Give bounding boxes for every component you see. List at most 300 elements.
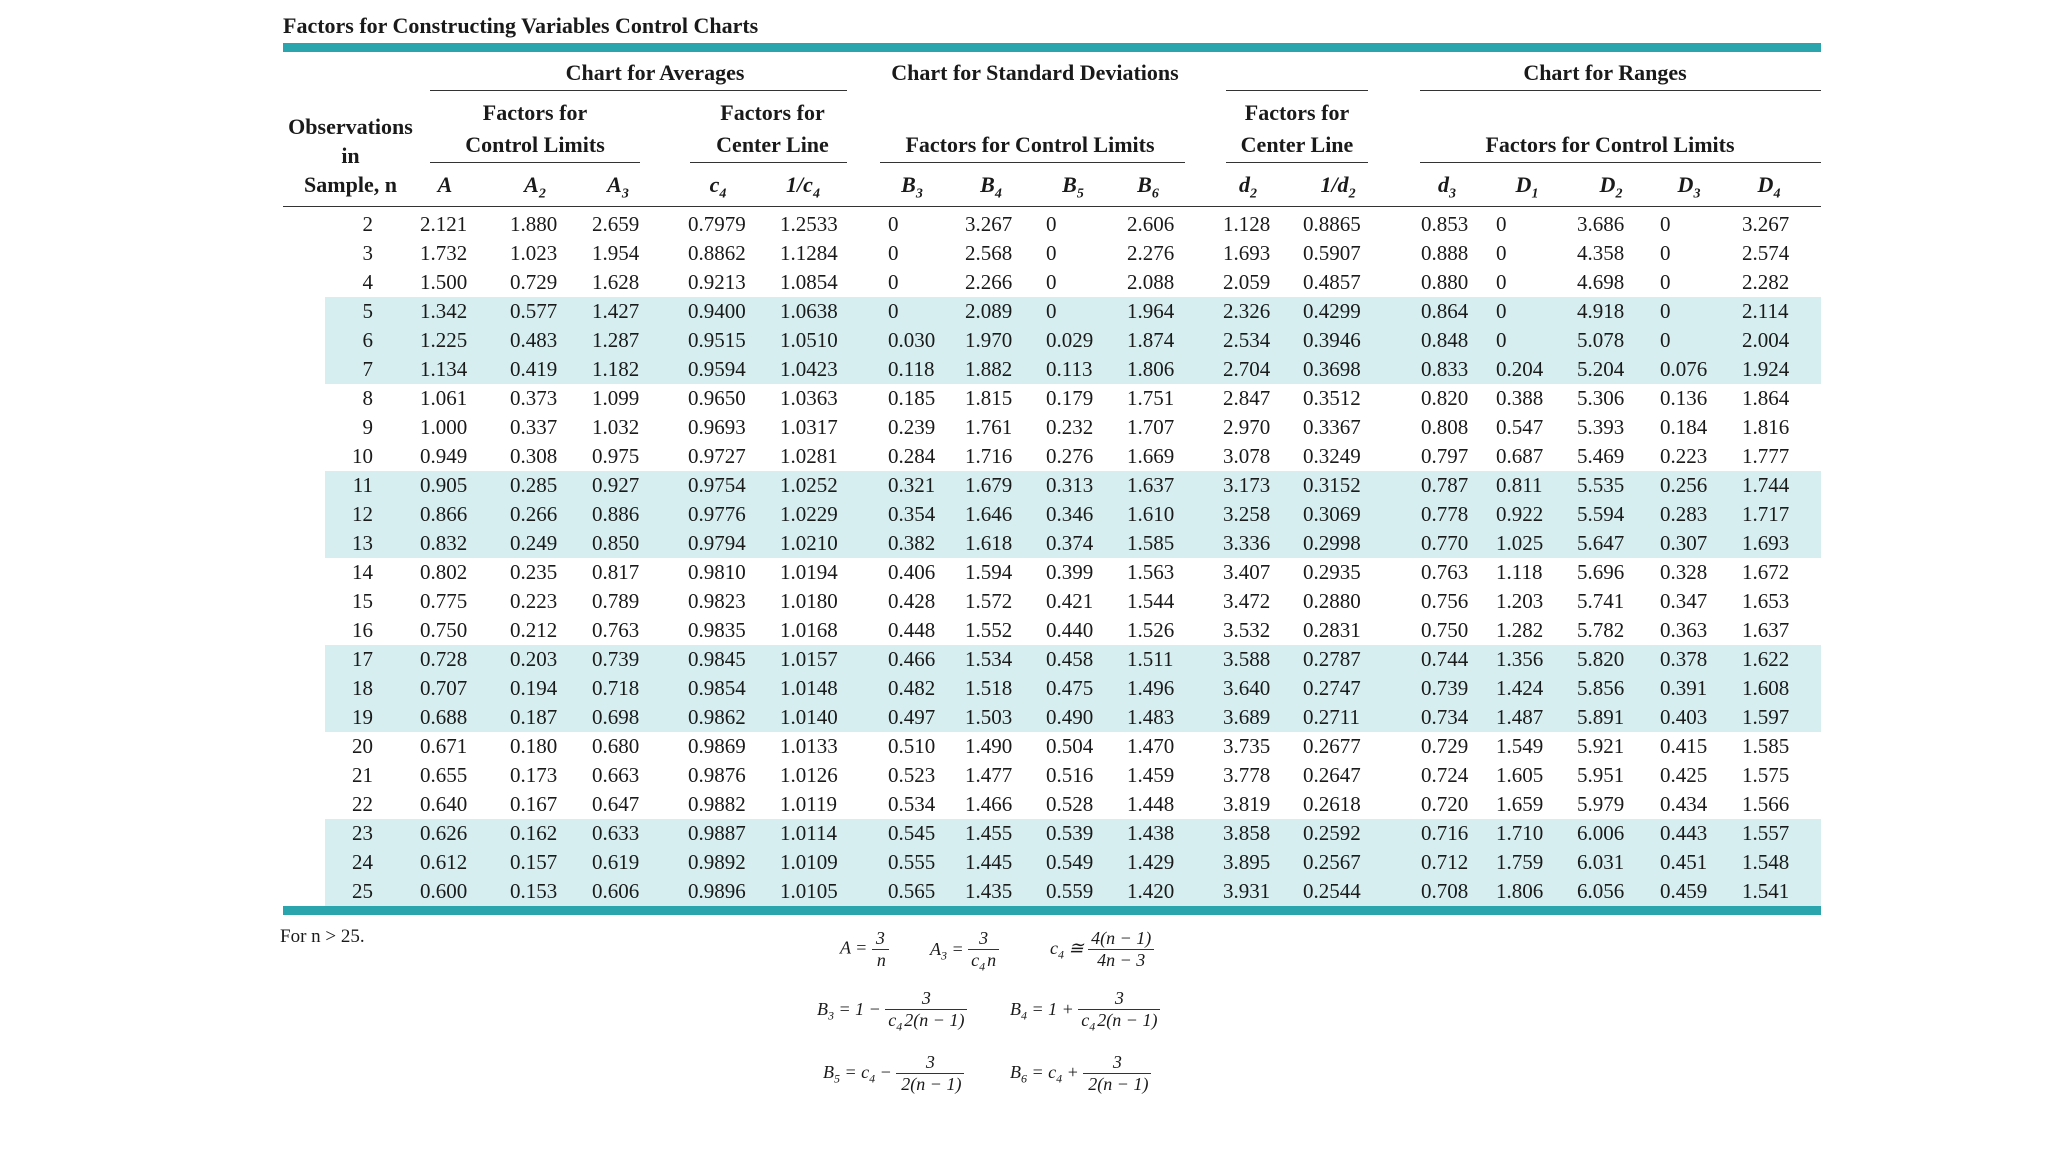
factor-cell: 0.802 xyxy=(420,560,468,584)
factor-cell: 1.575 xyxy=(1742,763,1790,787)
factor-cell: 3.588 xyxy=(1223,647,1271,671)
factor-cell: 0.789 xyxy=(592,589,640,613)
factor-cell: 0.866 xyxy=(420,502,468,526)
factor-cell: 0.886 xyxy=(592,502,640,526)
factor-cell: 5.393 xyxy=(1577,415,1625,439)
factor-cell: 3.689 xyxy=(1223,705,1271,729)
factor-cell: 0.266 xyxy=(510,502,558,526)
factor-cell: 3.267 xyxy=(965,212,1013,236)
factor-cell: 0.688 xyxy=(420,705,468,729)
factor-cell: 0.9727 xyxy=(688,444,746,468)
sample-size-cell: 14 xyxy=(352,560,373,584)
factor-cell: 0.545 xyxy=(888,821,936,845)
factor-cell: 1.628 xyxy=(592,270,640,294)
factor-cell: 0.373 xyxy=(510,386,558,410)
averages-center-factors-for: Factors for xyxy=(720,100,825,125)
factor-cell: 3.778 xyxy=(1223,763,1271,787)
factor-cell: 1.356 xyxy=(1496,647,1544,671)
factor-cell: 0 xyxy=(1496,270,1507,294)
factor-cell: 1.455 xyxy=(965,821,1013,845)
factor-cell: 1.429 xyxy=(1127,850,1175,874)
factor-cell: 1.544 xyxy=(1127,589,1175,613)
factor-cell: 1.669 xyxy=(1127,444,1175,468)
factor-cell: 3.336 xyxy=(1223,531,1271,555)
factor-cell: 0.2567 xyxy=(1303,850,1361,874)
factor-cell: 0.655 xyxy=(420,763,468,787)
column-symbol: A xyxy=(437,172,453,197)
factor-cell: 1.282 xyxy=(1496,618,1544,642)
factor-cell: 1.864 xyxy=(1742,386,1790,410)
factor-cell: 0.347 xyxy=(1660,589,1708,613)
factor-cell: 0.647 xyxy=(592,792,640,816)
factor-cell: 1.0229 xyxy=(780,502,838,526)
factor-cell: 0.9693 xyxy=(688,415,746,439)
factor-cell: 1.0281 xyxy=(780,444,838,468)
formula-B5: $B_5 = c_4$ − $\frac{3}{2(n - 1)}$ xyxy=(823,1052,964,1095)
factor-cell: 0.118 xyxy=(888,357,935,381)
formula-A: A = $\frac{3}{n}$ xyxy=(840,928,889,971)
factor-cell: 0.510 xyxy=(888,734,936,758)
factor-cell: 0.775 xyxy=(420,589,468,613)
factor-cell: 3.407 xyxy=(1223,560,1271,584)
factor-cell: 1.025 xyxy=(1496,531,1544,555)
factor-cell: 1.000 xyxy=(420,415,468,439)
factor-cell: 0.4299 xyxy=(1303,299,1361,323)
factor-cell: 0.716 xyxy=(1421,821,1469,845)
std-devs-group-header: Chart for Standard Deviations xyxy=(891,60,1179,85)
factor-cell: 1.882 xyxy=(965,357,1013,381)
factor-cell: 0 xyxy=(1496,212,1507,236)
sample-size-cell: 20 xyxy=(352,734,373,758)
factor-cell: 0.162 xyxy=(510,821,558,845)
factor-cell: 0.328 xyxy=(1660,560,1708,584)
factor-cell: 0.3946 xyxy=(1303,328,1361,352)
factor-cell: 4.358 xyxy=(1577,241,1625,265)
column-symbol: $A_3$ xyxy=(607,172,629,202)
factor-cell: 1.777 xyxy=(1742,444,1790,468)
factor-cell: 0 xyxy=(1496,328,1507,352)
factor-cell: 1.622 xyxy=(1742,647,1790,671)
factor-cell: 0.778 xyxy=(1421,502,1469,526)
factor-cell: 1.511 xyxy=(1127,647,1174,671)
factor-cell: 0.720 xyxy=(1421,792,1469,816)
sample-size-cell: 18 xyxy=(352,676,373,700)
table-row xyxy=(0,384,2048,413)
factor-cell: 0 xyxy=(1660,270,1671,294)
factor-cell: 1.572 xyxy=(965,589,1013,613)
table-row xyxy=(0,645,2048,674)
footnote: For n > 25. xyxy=(280,926,365,947)
factor-cell: 0.8865 xyxy=(1303,212,1361,236)
factor-cell: 0.555 xyxy=(888,850,936,874)
factor-cell: 0 xyxy=(888,212,899,236)
factor-cell: 0.2711 xyxy=(1303,705,1360,729)
factor-cell: 2.704 xyxy=(1223,357,1271,381)
factor-cell: 0.523 xyxy=(888,763,936,787)
table-row xyxy=(0,297,2048,326)
factor-cell: 0.187 xyxy=(510,705,558,729)
sample-size-cell: 23 xyxy=(352,821,373,845)
factor-cell: 1.420 xyxy=(1127,879,1175,903)
factor-cell: 1.806 xyxy=(1496,879,1544,903)
factor-cell: 1.605 xyxy=(1496,763,1544,787)
factor-cell: 0.157 xyxy=(510,850,558,874)
column-symbol: $D_3$ xyxy=(1677,172,1701,202)
factor-cell: 0.239 xyxy=(888,415,936,439)
column-symbol: $d_2$ xyxy=(1239,172,1257,202)
factor-cell: 1.0157 xyxy=(780,647,838,671)
factor-cell: 0.136 xyxy=(1660,386,1708,410)
factor-cell: 2.847 xyxy=(1223,386,1271,410)
factor-cell: 0.204 xyxy=(1496,357,1544,381)
factor-cell: 0.729 xyxy=(1421,734,1469,758)
ranges-control-rule xyxy=(1420,162,1821,163)
factor-cell: 0.313 xyxy=(1046,473,1094,497)
factor-cell: 1.061 xyxy=(420,386,468,410)
observations-header-line3: Sample, n xyxy=(304,172,397,197)
sample-size-cell: 15 xyxy=(352,589,373,613)
factor-cell: 1.964 xyxy=(1127,299,1175,323)
sample-size-cell: 8 xyxy=(362,386,373,410)
factor-cell: 0.739 xyxy=(592,647,640,671)
factor-cell: 0.9794 xyxy=(688,531,746,555)
table-row xyxy=(0,616,2048,645)
factor-cell: 5.891 xyxy=(1577,705,1625,729)
factor-cell: 0.3512 xyxy=(1303,386,1361,410)
factor-cell: 0.9650 xyxy=(688,386,746,410)
sample-size-cell: 12 xyxy=(352,502,373,526)
factor-cell: 0.756 xyxy=(1421,589,1469,613)
factor-cell: 5.469 xyxy=(1577,444,1625,468)
column-symbol: $D_1$ xyxy=(1515,172,1539,202)
factor-cell: 0.307 xyxy=(1660,531,1708,555)
factor-cell: 0.440 xyxy=(1046,618,1094,642)
factor-cell: 3.931 xyxy=(1223,879,1271,903)
factor-cell: 0.619 xyxy=(592,850,640,874)
factor-cell: 1.637 xyxy=(1127,473,1175,497)
factor-cell: 2.114 xyxy=(1742,299,1789,323)
factor-cell: 0.378 xyxy=(1660,647,1708,671)
factor-cell: 1.0126 xyxy=(780,763,838,787)
factor-cell: 1.672 xyxy=(1742,560,1790,584)
table-row xyxy=(0,442,2048,471)
factor-cell: 0.483 xyxy=(510,328,558,352)
factor-cell: 1.618 xyxy=(965,531,1013,555)
factor-cell: 0.2677 xyxy=(1303,734,1361,758)
factor-cell: 0.9876 xyxy=(688,763,746,787)
sample-size-cell: 3 xyxy=(362,241,373,265)
factor-cell: 1.0363 xyxy=(780,386,838,410)
factor-cell: 1.0638 xyxy=(780,299,838,323)
column-symbol: $1/c_4$ xyxy=(786,172,820,202)
factor-cell: 1.526 xyxy=(1127,618,1175,642)
factor-cell: 1.1284 xyxy=(780,241,838,265)
factor-cell: 0.415 xyxy=(1660,734,1708,758)
factor-cell: 0.739 xyxy=(1421,676,1469,700)
factor-cell: 1.585 xyxy=(1742,734,1790,758)
factor-cell: 0.698 xyxy=(592,705,640,729)
factor-cell: 1.608 xyxy=(1742,676,1790,700)
factor-cell: 0.9845 xyxy=(688,647,746,671)
factor-cell: 0.256 xyxy=(1660,473,1708,497)
factor-cell: 1.0210 xyxy=(780,531,838,555)
column-symbol: $B_5$ xyxy=(1062,172,1084,202)
factor-cell: 1.717 xyxy=(1742,502,1790,526)
factor-cell: 0.2935 xyxy=(1303,560,1361,584)
factor-cell: 0.712 xyxy=(1421,850,1469,874)
factor-cell: 1.2533 xyxy=(780,212,838,236)
factor-cell: 1.541 xyxy=(1742,879,1790,903)
factor-cell: 1.759 xyxy=(1496,850,1544,874)
factor-cell: 1.0194 xyxy=(780,560,838,584)
factor-cell: 3.472 xyxy=(1223,589,1271,613)
factor-cell: 0.2592 xyxy=(1303,821,1361,845)
factor-cell: 1.880 xyxy=(510,212,558,236)
factor-cell: 5.204 xyxy=(1577,357,1625,381)
factor-cell: 0.663 xyxy=(592,763,640,787)
factor-cell: 0.763 xyxy=(592,618,640,642)
factor-cell: 0.949 xyxy=(420,444,468,468)
factor-cell: 5.856 xyxy=(1577,676,1625,700)
factor-cell: 0.528 xyxy=(1046,792,1094,816)
factor-cell: 2.276 xyxy=(1127,241,1175,265)
factor-cell: 1.534 xyxy=(965,647,1013,671)
factor-cell: 0.718 xyxy=(592,676,640,700)
factor-cell: 0.458 xyxy=(1046,647,1094,671)
factor-cell: 2.568 xyxy=(965,241,1013,265)
column-symbol: $B_3$ xyxy=(901,172,923,202)
factor-cell: 0.249 xyxy=(510,531,558,555)
factor-cell: 0.708 xyxy=(1421,879,1469,903)
factor-cell: 0.9892 xyxy=(688,850,746,874)
factor-cell: 0.734 xyxy=(1421,705,1469,729)
factor-cell: 0.428 xyxy=(888,589,936,613)
factor-cell: 0.076 xyxy=(1660,357,1708,381)
factor-cell: 0.728 xyxy=(420,647,468,671)
factor-cell: 0.3069 xyxy=(1303,502,1361,526)
factor-cell: 2.059 xyxy=(1223,270,1271,294)
factor-cell: 0.3698 xyxy=(1303,357,1361,381)
factor-cell: 5.741 xyxy=(1577,589,1625,613)
factor-cell: 0.185 xyxy=(888,386,936,410)
factor-cell: 3.173 xyxy=(1223,473,1271,497)
factor-cell: 0 xyxy=(888,270,899,294)
factor-cell: 5.820 xyxy=(1577,647,1625,671)
factor-cell: 1.653 xyxy=(1742,589,1790,613)
factor-cell: 1.552 xyxy=(965,618,1013,642)
factor-cell: 0.284 xyxy=(888,444,936,468)
factor-cell: 0.223 xyxy=(1660,444,1708,468)
factor-cell: 0.403 xyxy=(1660,705,1708,729)
factor-cell: 0.173 xyxy=(510,763,558,787)
factor-cell: 0.763 xyxy=(1421,560,1469,584)
table-row xyxy=(0,500,2048,529)
table-row xyxy=(0,848,2048,877)
factor-cell: 1.287 xyxy=(592,328,640,352)
factor-cell: 6.056 xyxy=(1577,879,1625,903)
header-bottom-rule xyxy=(283,206,1821,207)
factor-cell: 3.819 xyxy=(1223,792,1271,816)
column-symbol: $1/d_2$ xyxy=(1320,172,1356,202)
factor-cell: 0.153 xyxy=(510,879,558,903)
factor-cell: 0.276 xyxy=(1046,444,1094,468)
factor-cell: 1.0252 xyxy=(780,473,838,497)
factor-cell: 0.490 xyxy=(1046,705,1094,729)
std-control-rule xyxy=(880,162,1185,163)
factor-cell: 0.4857 xyxy=(1303,270,1361,294)
factor-cell: 0.811 xyxy=(1496,473,1543,497)
factor-cell: 5.979 xyxy=(1577,792,1625,816)
factor-cell: 0.482 xyxy=(888,676,936,700)
factor-cell: 0.559 xyxy=(1046,879,1094,903)
factor-cell: 0.346 xyxy=(1046,502,1094,526)
factor-cell: 0.9835 xyxy=(688,618,746,642)
factor-cell: 1.646 xyxy=(965,502,1013,526)
factor-cell: 0.308 xyxy=(510,444,558,468)
table-row xyxy=(0,529,2048,558)
factor-cell: 1.459 xyxy=(1127,763,1175,787)
factor-cell: 1.466 xyxy=(965,792,1013,816)
factor-cell: 0.9400 xyxy=(688,299,746,323)
factor-cell: 0 xyxy=(1660,299,1671,323)
factor-cell: 0.797 xyxy=(1421,444,1469,468)
factor-cell: 0.448 xyxy=(888,618,936,642)
factor-cell: 0.421 xyxy=(1046,589,1094,613)
factor-cell: 0 xyxy=(1046,299,1057,323)
factor-cell: 1.679 xyxy=(965,473,1013,497)
table-row xyxy=(0,732,2048,761)
averages-center-line: Center Line xyxy=(716,132,829,157)
factor-cell: 2.121 xyxy=(420,212,468,236)
factor-cell: 0.750 xyxy=(420,618,468,642)
factor-cell: 0 xyxy=(1046,270,1057,294)
factor-cell: 3.895 xyxy=(1223,850,1271,874)
factor-cell: 0.167 xyxy=(510,792,558,816)
factor-cell: 1.659 xyxy=(1496,792,1544,816)
factor-cell: 0.888 xyxy=(1421,241,1469,265)
table-row xyxy=(0,326,2048,355)
factor-cell: 0.194 xyxy=(510,676,558,700)
factor-cell: 1.548 xyxy=(1742,850,1790,874)
table-row xyxy=(0,761,2048,790)
factor-cell: 0.9869 xyxy=(688,734,746,758)
table-row xyxy=(0,210,2048,239)
factor-cell: 5.594 xyxy=(1577,502,1625,526)
table-row xyxy=(0,413,2048,442)
column-symbol: $d_3$ xyxy=(1438,172,1456,202)
factor-cell: 1.118 xyxy=(1496,560,1543,584)
factor-cell: 1.342 xyxy=(420,299,468,323)
formula-B4: $B_4 = 1$ + $\frac{3}{c_4 2(n - 1)}$ xyxy=(1010,988,1160,1035)
factor-cell: 0.354 xyxy=(888,502,936,526)
factor-cell: 0.680 xyxy=(592,734,640,758)
factor-cell: 0.8862 xyxy=(688,241,746,265)
factor-cell: 1.182 xyxy=(592,357,640,381)
factor-cell: 1.0148 xyxy=(780,676,838,700)
factor-cell: 0.321 xyxy=(888,473,936,497)
factor-cell: 1.0854 xyxy=(780,270,838,294)
factor-cell: 1.815 xyxy=(965,386,1013,410)
factor-cell: 0.516 xyxy=(1046,763,1094,787)
factor-cell: 1.496 xyxy=(1127,676,1175,700)
factor-cell: 0.9896 xyxy=(688,879,746,903)
column-symbol: $B_6$ xyxy=(1137,172,1159,202)
factor-cell: 0.922 xyxy=(1496,502,1544,526)
factor-cell: 0.5907 xyxy=(1303,241,1361,265)
factor-cell: 0.724 xyxy=(1421,763,1469,787)
factor-cell: 1.448 xyxy=(1127,792,1175,816)
factor-cell: 0 xyxy=(1660,328,1671,352)
factor-cell: 2.282 xyxy=(1742,270,1790,294)
factor-cell: 4.918 xyxy=(1577,299,1625,323)
std-center-rule xyxy=(1226,162,1368,163)
factor-cell: 0.406 xyxy=(888,560,936,584)
factor-cell: 0 xyxy=(888,241,899,265)
factor-cell: 0.235 xyxy=(510,560,558,584)
factor-cell: 1.503 xyxy=(965,705,1013,729)
factor-cell: 0.927 xyxy=(592,473,640,497)
factor-cell: 1.099 xyxy=(592,386,640,410)
top-accent-rule xyxy=(283,43,1821,52)
factor-cell: 1.470 xyxy=(1127,734,1175,758)
factor-cell: 1.0423 xyxy=(780,357,838,381)
factor-cell: 2.534 xyxy=(1223,328,1271,352)
sample-size-cell: 19 xyxy=(352,705,373,729)
factor-cell: 0.451 xyxy=(1660,850,1708,874)
factor-cell: 0.212 xyxy=(510,618,558,642)
factor-cell: 0.180 xyxy=(510,734,558,758)
factor-cell: 0.687 xyxy=(1496,444,1544,468)
factor-cell: 5.078 xyxy=(1577,328,1625,352)
factor-cell: 0.832 xyxy=(420,531,468,555)
factor-cell: 1.0317 xyxy=(780,415,838,439)
factor-cell: 1.0510 xyxy=(780,328,838,352)
factor-cell: 0 xyxy=(1496,241,1507,265)
factor-cell: 0.9887 xyxy=(688,821,746,845)
factor-cell: 1.806 xyxy=(1127,357,1175,381)
factor-cell: 1.0168 xyxy=(780,618,838,642)
factor-cell: 1.023 xyxy=(510,241,558,265)
factor-cell: 1.225 xyxy=(420,328,468,352)
column-symbol: $A_2$ xyxy=(524,172,546,202)
factor-cell: 1.924 xyxy=(1742,357,1790,381)
table-row xyxy=(0,703,2048,732)
table-row xyxy=(0,819,2048,848)
observations-header-line1: Observations xyxy=(288,114,413,139)
factor-cell: 2.004 xyxy=(1742,328,1790,352)
factor-cell: 0.9213 xyxy=(688,270,746,294)
sample-size-cell: 24 xyxy=(352,850,373,874)
factor-cell: 0.744 xyxy=(1421,647,1469,671)
factor-cell: 0.029 xyxy=(1046,328,1094,352)
factor-cell: 0.497 xyxy=(888,705,936,729)
factor-cell: 0.707 xyxy=(420,676,468,700)
sample-size-cell: 11 xyxy=(352,473,373,497)
factor-cell: 1.477 xyxy=(965,763,1013,787)
factor-cell: 2.089 xyxy=(965,299,1013,323)
factor-cell: 1.424 xyxy=(1496,676,1544,700)
factor-cell: 0.2880 xyxy=(1303,589,1361,613)
sample-size-cell: 4 xyxy=(362,270,373,294)
factor-cell: 1.816 xyxy=(1742,415,1790,439)
factor-cell: 0.612 xyxy=(420,850,468,874)
averages-center-rule xyxy=(690,162,847,163)
factor-cell: 0.817 xyxy=(592,560,640,584)
factor-cell: 0.232 xyxy=(1046,415,1094,439)
factor-cell: 0.459 xyxy=(1660,879,1708,903)
factor-cell: 1.0140 xyxy=(780,705,838,729)
factor-cell: 2.606 xyxy=(1127,212,1175,236)
